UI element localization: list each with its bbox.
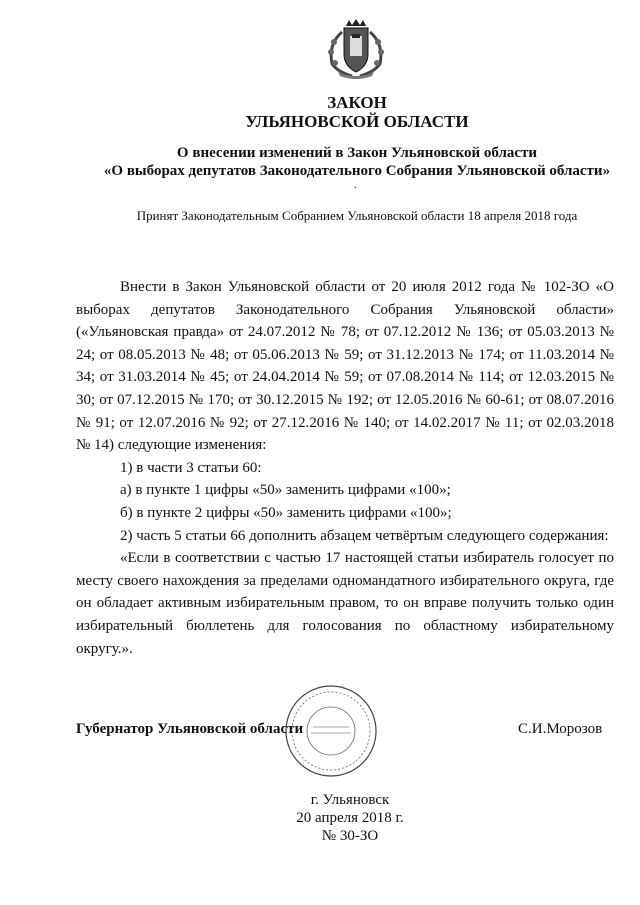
signing-date: 20 апреля 2018 г. — [296, 810, 404, 826]
adoption-note: Принят Законодательным Собранием Ульяновской области 18 апреля 2018 года — [136, 208, 578, 223]
body-paragraph: 1) в части 3 статьи 60: — [120, 459, 262, 476]
stray-mark: . — [354, 180, 357, 191]
law-body — [76, 276, 614, 660]
body-paragraph: 2) часть 5 статьи 66 дополнить абзацем четвёртым следующего содержания: — [120, 527, 609, 544]
document-type-title: ЗАКОН — [327, 93, 387, 112]
body-paragraph: «Если в соответствии с частью 17 настоящей статьи избиратель голосует по месту своего нахождения за пределами одномандатного избирательного округа, где он обладает активным избирательным правом, то он вправе получить только один избирательный бюллетень для голосования по областному избирательному округу.». — [76, 550, 614, 657]
signatory-position: Губернатор Ульяновской области — [76, 721, 304, 737]
body-paragraph: а) в пункте 1 цифры «50» заменить цифрами «100»; — [120, 482, 451, 499]
signatory-name: С.И.Морозов — [518, 721, 603, 737]
document-region-title: УЛЬЯНОВСКОЙ ОБЛАСТИ — [245, 112, 469, 131]
law-number: № 30-ЗО — [321, 828, 379, 844]
document-subtitle-line2: «О выборах депутатов Законодательного Собрания Ульяновской области» — [103, 163, 611, 179]
place-of-signing: г. Ульяновск — [310, 792, 390, 808]
document-subtitle-line1: О внесении изменений в Закон Ульяновской области — [176, 145, 538, 161]
body-paragraph: Внести в Закон Ульяновской области от 20 июля 2012 года № 102-ЗО «О выборах депутатов Законодательного Собрания Ульяновской области» («Ульяновская правда» от 24.07.2012 № 78; от 07.12.2012 № 136; от 05.03.2013 № 24; от 08.05.2013 № 48; от 05.06.2013 № 59; от 31.12.2013 № 174; от 11.03.2014 № 34; от 31.03.2014 № 45; от 24.04.2014 № 59; от 07.08.2014 № 114; от 12.03.2015 № 30; от 07.12.2015 № 170; от 30.12.2015 № 192; от 12.05.2016 № 60-61; от 08.07.2016 № 91; от 12.07.2016 № 92; от 27.12.2016 № 140; от 14.02.2017 № 11; от 02.03.2018 № 14) следующие изменения: — [76, 279, 614, 454]
coat-of-arms-icon — [318, 18, 394, 80]
body-paragraph: б) в пункте 2 цифры «50» заменить цифрами «100»; — [120, 504, 452, 521]
